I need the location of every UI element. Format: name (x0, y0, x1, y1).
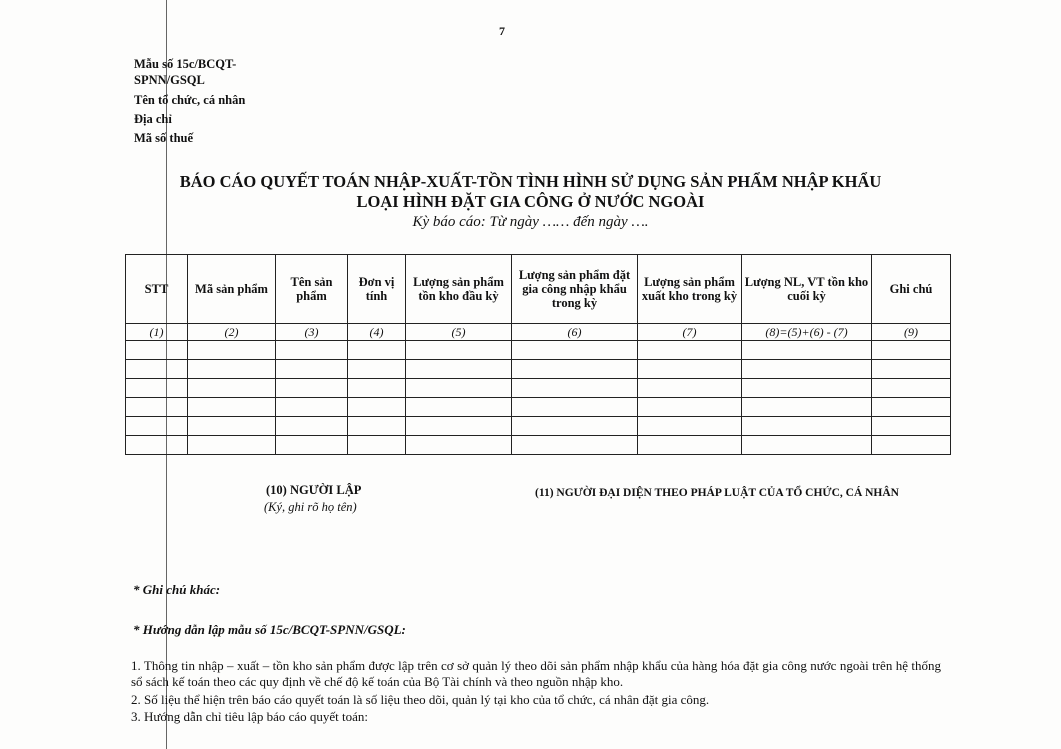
col-num: (1) (126, 324, 188, 341)
report-title-line1: BÁO CÁO QUYẾT TOÁN NHẬP-XUẤT-TỒN TÌNH HÌNH SỬ DỤNG SẢN PHẨM NHẬP KHẨU (179, 172, 882, 191)
col-num: (3) (276, 324, 348, 341)
header-imported-qty: Lượng sản phẩm đặt gia công nhập khẩu trong kỳ (512, 255, 638, 324)
header-notes: Ghi chú (872, 255, 951, 324)
form-code-line1: Mẫu số 15c/BCQT- (134, 57, 237, 71)
preparer-label: (10) NGƯỜI LẬP (266, 483, 362, 497)
col-num: (6) (512, 324, 638, 341)
col-num: (4) (348, 324, 406, 341)
guide-item-2: 2. Số liệu thể hiện trên báo cáo quyết toán là số liệu theo dõi, quản lý tại kho của tổ chức, cá nhân đặt gia công. (131, 692, 710, 707)
header-product-code: Mã sản phẩm (188, 255, 276, 324)
col-num: (2) (188, 324, 276, 341)
header-closing-stock: Lượng NL, VT tồn kho cuối kỳ (742, 255, 872, 324)
org-name-label: Tên tổ chức, cá nhân (134, 93, 246, 107)
header-product-name: Tên sản phẩm (276, 255, 348, 324)
header-exported-qty: Lượng sản phẩm xuất kho trong kỳ (638, 255, 742, 324)
table-row (126, 341, 951, 360)
page-number: 7 (499, 24, 505, 38)
col-num: (5) (406, 324, 512, 341)
header-opening-stock: Lượng sản phẩm tồn kho đầu kỳ (406, 255, 512, 324)
table-header-row (126, 255, 951, 324)
other-notes-label: * Ghi chú khác: (133, 582, 221, 597)
col-num: (7) (638, 324, 742, 341)
report-period: Kỳ báo cáo: Từ ngày …… đến ngày …. (412, 214, 649, 230)
address-label: Địa chỉ (134, 112, 172, 126)
guide-item-3: 3. Hướng dẫn chỉ tiêu lập báo cáo quyết toán: (131, 709, 369, 724)
table-row (126, 360, 951, 379)
form-code-line2: SPNN/GSQL (134, 73, 205, 87)
report-table (125, 254, 951, 455)
table-row (126, 379, 951, 398)
table-row (126, 398, 951, 417)
header-unit: Đơn vị tính (348, 255, 406, 324)
legal-representative-label: (11) NGƯỜI ĐẠI DIỆN THEO PHÁP LUẬT CỦA TỔ CHỨC, CÁ NHÂN (535, 487, 899, 499)
header-stt: STT (126, 255, 188, 324)
guide-item-1: 1. Thông tin nhập – xuất – tồn kho sản phẩm được lập trên cơ sở quản lý theo dõi sản phẩm nhập khẩu của hàng hóa đặt gia công nước ngoài trên hệ thống sổ sách kế toán theo các quy định về chế độ kế toán của Bộ Tài chính và theo nguồn nhập kho. (131, 658, 941, 689)
guide-title: * Hướng dẫn lập mẫu số 15c/BCQT-SPNN/GSQL: (133, 622, 406, 637)
column-number-row (126, 324, 951, 341)
table-row (126, 417, 951, 436)
report-title-line2: LOẠI HÌNH ĐẶT GIA CÔNG Ở NƯỚC NGOÀI (356, 192, 705, 211)
col-num: (8)=(5)+(6) - (7) (742, 324, 872, 341)
preparer-sign-instruction: (Ký, ghi rõ họ tên) (264, 500, 357, 514)
table-row (126, 436, 951, 455)
tax-code-label: Mã số thuế (134, 131, 194, 145)
col-num: (9) (872, 324, 951, 341)
